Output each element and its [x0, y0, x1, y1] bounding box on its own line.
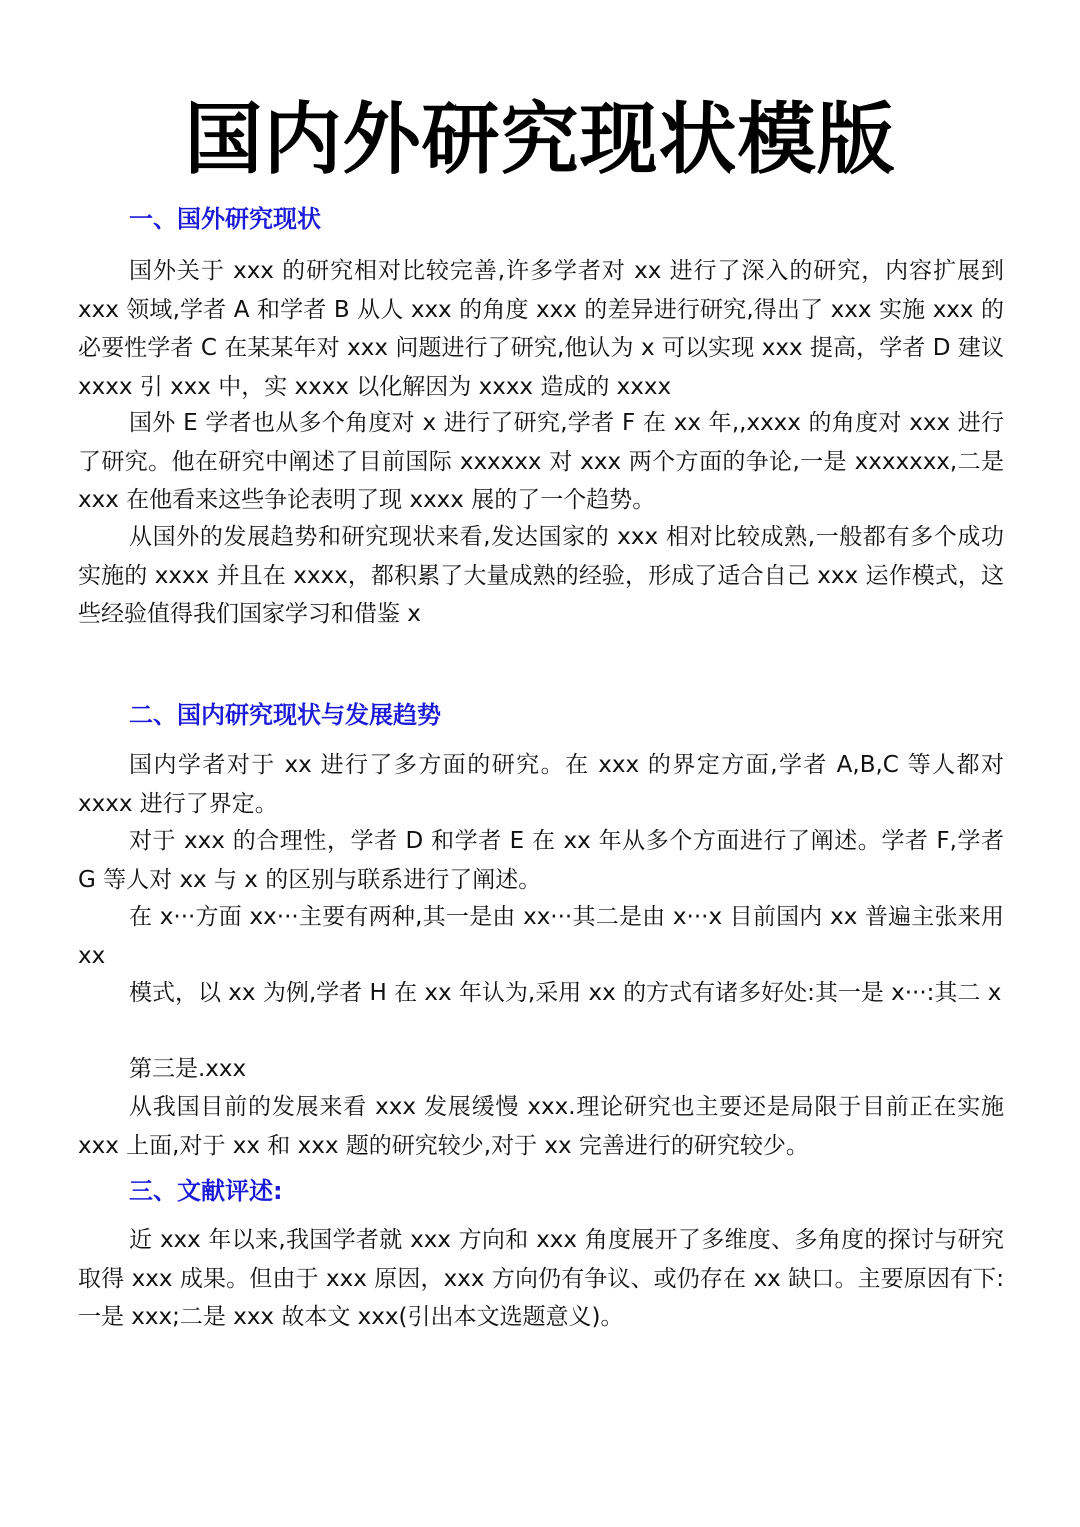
paragraph: 近 xxx 年以来,我国学者就 xxx 方向和 xxx 角度展开了多维度、多角度的探讨与研究取得 xxx 成果。但由于 xxx 原因，xxx 方向仍有争议、或仍存在 xx 缺口。主要原因有下:一是 xxx;二是 xxx 故本文 xxx(引出本文选题意义)。 [78, 1227, 1004, 1330]
page-title: 国内外研究现状模版 [184, 95, 896, 185]
paragraph: 模式，以 xx 为例,学者 H 在 xx 年认为,采用 xx 的方式有诸多好处:其一是 x···:其二 x [129, 980, 1002, 1006]
section-heading-literature-review: 三、文献评述: [129, 1177, 283, 1205]
paragraph: 国内学者对于 xx 进行了多方面的研究。在 xxx 的界定方面,学者 A,B,C 等人都对 xxxx 进行了界定。 [78, 752, 1004, 817]
paragraph: 国外 E 学者也从多个角度对 x 进行了研究,学者 F 在 xx 年,,xxxx 的角度对 xxx 进行了研究。他在研究中阐述了目前国际 xxxxxx 对 xxx 两个方面的争论,一是 xxxxxxx,二是 xxx 在他看来这些争论表明了现 xxxx 展的了一个趋势。 [78, 410, 1004, 513]
paragraph: 国外关于 xxx 的研究相对比较完善,许多学者对 xx 进行了深入的研究，内容扩展到 xxx 领域,学者 A 和学者 B 从人 xxx 的角度 xxx 的差异进行研究,得出了 xxx 实施 xxx 的必要性学者 C 在某某年对 xxx 问题进行了研究,他认为 x 可以实现 xxx 提高，学者 D 建议 xxxx 引 xxx 中，实 xxxx 以化解因为 xxxx 造成的 xxxx [78, 258, 1004, 400]
paragraph: 对于 xxx 的合理性，学者 D 和学者 E 在 xx 年从多个方面进行了阐述。学者 F,学者 G 等人对 xx 与 x 的区别与联系进行了阐述。 [78, 828, 1004, 893]
paragraph: 在 x···方面 xx···主要有两种,其一是由 xx···其二是由 x···x 目前国内 xx 普遍主张来用 xx [78, 904, 1004, 969]
paragraph: 从我国目前的发展来看 xxx 发展缓慢 xxx.理论研究也主要还是局限于目前正在实施 xxx 上面,对于 xx 和 xxx 题的研究较少,对于 xx 完善进行的研究较少。 [78, 1094, 1004, 1159]
paragraph: 从国外的发展趋势和研究现状来看,发达国家的 xxx 相对比较成熟,一般都有多个成功实施的 xxxx 并且在 xxxx，都积累了大量成熟的经验，形成了适合自己 xxx 运作模式，这些经验值得我们国家学习和借鉴 x [78, 524, 1004, 627]
section-heading-foreign-research: 一、国外研究现状 [129, 205, 321, 233]
section-heading-domestic-research: 二、国内研究现状与发展趋势 [129, 701, 441, 729]
paragraph: 第三是.xxx [129, 1056, 247, 1082]
